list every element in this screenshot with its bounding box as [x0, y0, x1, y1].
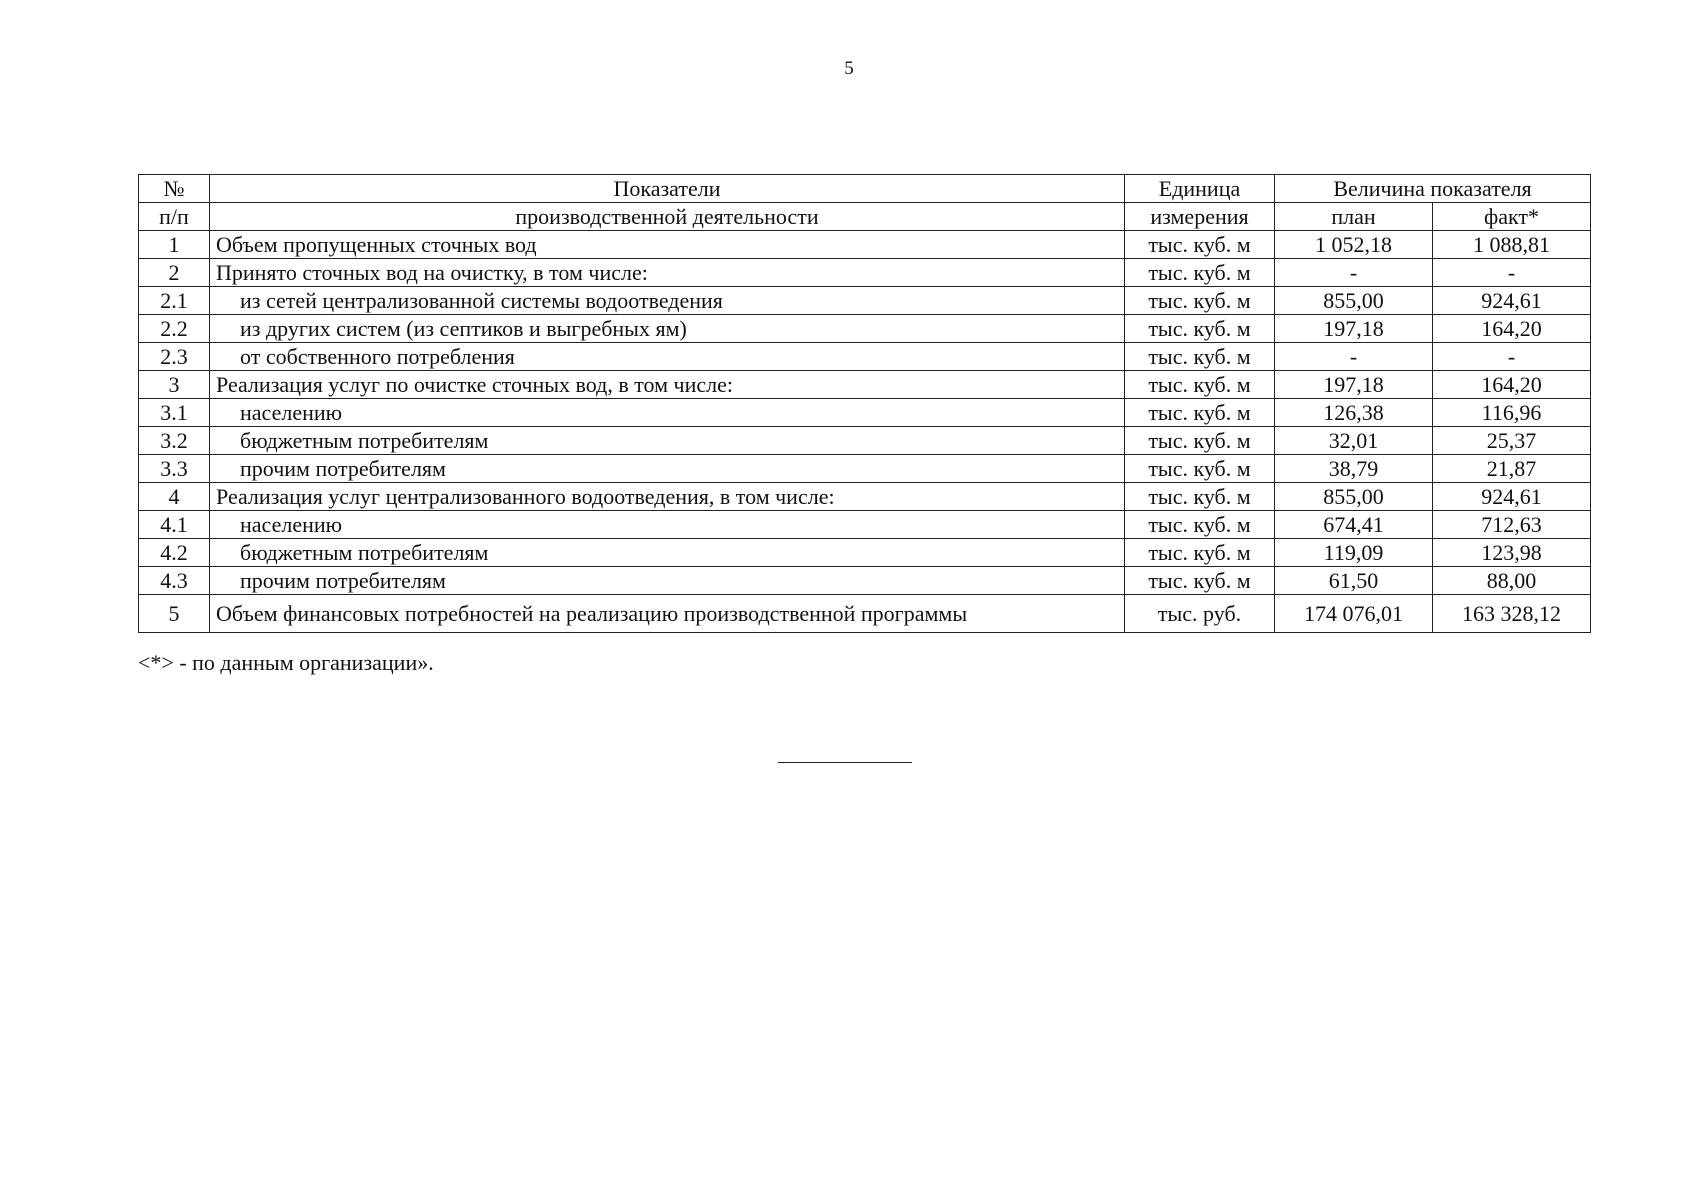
- table-row: [139, 427, 1591, 455]
- row-plan-value: 126,38: [1275, 399, 1433, 427]
- row-unit: тыс. куб. м: [1125, 567, 1275, 595]
- row-plan-value: 1 052,18: [1275, 231, 1433, 259]
- table-header: [139, 175, 1591, 231]
- header-indicator-line2: производственной деятельности: [210, 203, 1125, 231]
- row-fact-value: 123,98: [1433, 539, 1591, 567]
- row-number: 2.1: [139, 287, 210, 315]
- row-unit: тыс. куб. м: [1125, 315, 1275, 343]
- row-fact-value: 1 088,81: [1433, 231, 1591, 259]
- row-plan-value: 61,50: [1275, 567, 1433, 595]
- page-number: 5: [844, 58, 854, 79]
- row-unit: тыс. куб. м: [1125, 427, 1275, 455]
- header-value-group: Величина показателя: [1275, 175, 1591, 203]
- row-number: 4.3: [139, 567, 210, 595]
- row-indicator-name: Объем финансовых потребностей на реализацию производственной программы: [210, 595, 1125, 633]
- row-plan-value: 197,18: [1275, 371, 1433, 399]
- footnote: <*> - по данным организации».: [138, 650, 434, 675]
- row-number: 1: [139, 231, 210, 259]
- header-indicator-line1: Показатели: [210, 175, 1125, 203]
- row-plan-value: 174 076,01: [1275, 595, 1433, 633]
- production-indicators-table: [138, 174, 1591, 633]
- row-indicator-name: прочим потребителям: [210, 567, 1125, 595]
- table-row: [139, 567, 1591, 595]
- table-row: [139, 343, 1591, 371]
- row-indicator-name: населению: [210, 511, 1125, 539]
- header-unit-line2: измерения: [1125, 203, 1275, 231]
- row-fact-value: 924,61: [1433, 483, 1591, 511]
- header-fact: факт*: [1433, 203, 1591, 231]
- table-body: [139, 231, 1591, 633]
- row-fact-value: 164,20: [1433, 371, 1591, 399]
- row-fact-value: 924,61: [1433, 287, 1591, 315]
- table-row: [139, 539, 1591, 567]
- row-fact-value: 25,37: [1433, 427, 1591, 455]
- row-number: 3.1: [139, 399, 210, 427]
- row-unit: тыс. куб. м: [1125, 287, 1275, 315]
- row-indicator-name: Принято сточных вод на очистку, в том числе:: [210, 259, 1125, 287]
- header-plan: план: [1275, 203, 1433, 231]
- row-indicator-name: прочим потребителям: [210, 455, 1125, 483]
- row-unit: тыс. куб. м: [1125, 539, 1275, 567]
- row-number: 3.2: [139, 427, 210, 455]
- row-indicator-name: Реализация услуг централизованного водоотведения, в том числе:: [210, 483, 1125, 511]
- row-plan-value: -: [1275, 343, 1433, 371]
- table-row: [139, 511, 1591, 539]
- row-indicator-name: из сетей централизованной системы водоотведения: [210, 287, 1125, 315]
- table-row: [139, 371, 1591, 399]
- row-plan-value: 119,09: [1275, 539, 1433, 567]
- row-unit: тыс. куб. м: [1125, 231, 1275, 259]
- row-indicator-name: бюджетным потребителям: [210, 539, 1125, 567]
- row-fact-value: -: [1433, 259, 1591, 287]
- row-unit: тыс. куб. м: [1125, 483, 1275, 511]
- end-divider: [778, 762, 912, 763]
- row-plan-value: -: [1275, 259, 1433, 287]
- row-number: 4: [139, 483, 210, 511]
- row-fact-value: 88,00: [1433, 567, 1591, 595]
- row-fact-value: -: [1433, 343, 1591, 371]
- row-indicator-name: от собственного потребления: [210, 343, 1125, 371]
- table-row: [139, 455, 1591, 483]
- row-number: 2.3: [139, 343, 210, 371]
- table-row: [139, 231, 1591, 259]
- row-unit: тыс. куб. м: [1125, 371, 1275, 399]
- row-plan-value: 197,18: [1275, 315, 1433, 343]
- row-number: 2: [139, 259, 210, 287]
- row-fact-value: 712,63: [1433, 511, 1591, 539]
- row-unit: тыс. куб. м: [1125, 399, 1275, 427]
- row-indicator-name: бюджетным потребителям: [210, 427, 1125, 455]
- table-row: [139, 595, 1591, 633]
- table-row: [139, 259, 1591, 287]
- table-row: [139, 315, 1591, 343]
- table-row: [139, 399, 1591, 427]
- row-number: 4.1: [139, 511, 210, 539]
- row-plan-value: 855,00: [1275, 287, 1433, 315]
- table-row: [139, 483, 1591, 511]
- row-plan-value: 855,00: [1275, 483, 1433, 511]
- row-indicator-name: из других систем (из септиков и выгребных ям): [210, 315, 1125, 343]
- header-num-line2: п/п: [139, 203, 210, 231]
- row-unit: тыс. куб. м: [1125, 455, 1275, 483]
- row-unit: тыс. руб.: [1125, 595, 1275, 633]
- row-number: 2.2: [139, 315, 210, 343]
- row-unit: тыс. куб. м: [1125, 343, 1275, 371]
- row-number: 5: [139, 595, 210, 633]
- row-number: 4.2: [139, 539, 210, 567]
- row-plan-value: 32,01: [1275, 427, 1433, 455]
- row-indicator-name: населению: [210, 399, 1125, 427]
- header-unit-line1: Единица: [1125, 175, 1275, 203]
- table-row: [139, 287, 1591, 315]
- row-number: 3: [139, 371, 210, 399]
- row-indicator-name: Реализация услуг по очистке сточных вод, в том числе:: [210, 371, 1125, 399]
- row-unit: тыс. куб. м: [1125, 511, 1275, 539]
- row-plan-value: 674,41: [1275, 511, 1433, 539]
- row-unit: тыс. куб. м: [1125, 259, 1275, 287]
- row-fact-value: 116,96: [1433, 399, 1591, 427]
- row-indicator-name: Объем пропущенных сточных вод: [210, 231, 1125, 259]
- header-num-line1: №: [139, 175, 210, 203]
- row-plan-value: 38,79: [1275, 455, 1433, 483]
- row-number: 3.3: [139, 455, 210, 483]
- row-fact-value: 21,87: [1433, 455, 1591, 483]
- row-fact-value: 163 328,12: [1433, 595, 1591, 633]
- row-fact-value: 164,20: [1433, 315, 1591, 343]
